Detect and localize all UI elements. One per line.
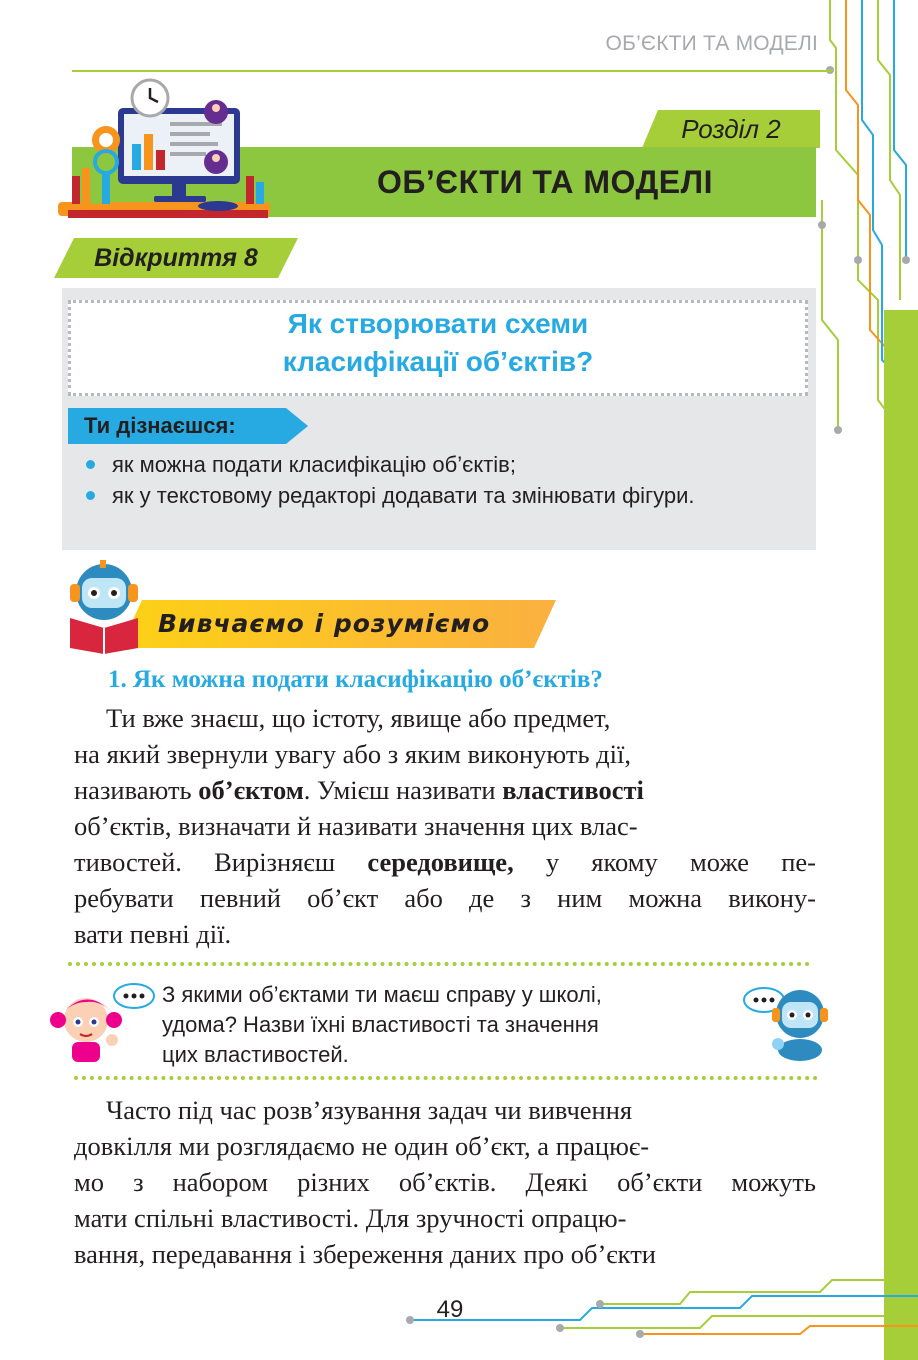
running-head: ОБ’ЄКТИ ТА МОДЕЛІ [605,32,818,55]
body-paragraph [74,700,816,952]
text-run: . Умієш називати [303,775,503,805]
text-run: тивостей. Вирізняєш [74,847,368,877]
text-line: цих властивостей. [162,1042,349,1067]
text-run: називають [74,775,199,805]
bold-term: середовище, [367,847,514,877]
text-line: Часто під час розв’язування задач чи вивчення [106,1095,633,1125]
learn-item: як можна подати класифікацію об’єктів; [112,452,516,477]
chapter-label: Розділ 2 [681,114,781,144]
bold-term: об’єктом [198,775,304,805]
text-line: Ти вже знаєш, що істоту, явище або предмет, [106,703,611,733]
robot-reading-book-icon [60,560,160,654]
question-title-line: Як створювати схеми [287,308,589,339]
section-banner-label: Вивчаємо і розуміємо [158,609,491,638]
discussion-question [162,980,726,1070]
header-rule [72,70,832,72]
text-line: удома? Назви їхні властивості та значення [162,1012,599,1037]
bullet-icon [86,460,95,469]
question-title-line: класифікації об’єктів? [282,346,594,377]
text-line: ребувати певний об’єкт або де з ним можна викону- [74,883,816,913]
page-number: 49 [436,1296,464,1323]
discovery-label: Відкриття 8 [94,244,258,272]
text-run: у якому може пе- [513,847,816,877]
bold-term: властивості [502,775,644,805]
robot-character-icon [742,978,834,1062]
text-line: на який звернули увагу або з яким виконують дії, [74,739,632,769]
text-line [74,772,816,808]
bullet-icon [86,491,95,500]
text-line: вати певні дії. [74,919,232,949]
side-color-bar [884,310,918,1360]
body-paragraph [74,1092,816,1272]
text-line: З якими об’єктами ти маєш справу у школі, [162,982,602,1007]
computer-illustration [58,78,274,224]
girl-character-icon [50,982,156,1062]
learn-item: як у текстовому редакторі додавати та змінювати фігури. [112,483,695,508]
text-line [74,844,816,880]
text-line: мати спільні властивості. Для зручності опрацю- [74,1203,627,1233]
text-line: вання, передавання і збереження даних про об’єкти [74,1239,656,1269]
text-line: мо з набором різних об’єктів. Деякі об’єкти можуть [74,1167,816,1197]
chapter-title: ОБ’ЄКТИ ТА МОДЕЛІ [377,164,713,200]
text-line: об’єктів, визначати й називати значення цих влас- [74,811,638,841]
subheading: 1. Як можна подати класифікацію об’єктів? [108,666,603,693]
dotted-separator [68,962,810,966]
dotted-separator [74,1076,818,1080]
text-line: довкілля ми розглядаємо не один об’єкт, а працює- [74,1131,650,1161]
learn-label: Ти дізнаєшся: [84,413,236,438]
